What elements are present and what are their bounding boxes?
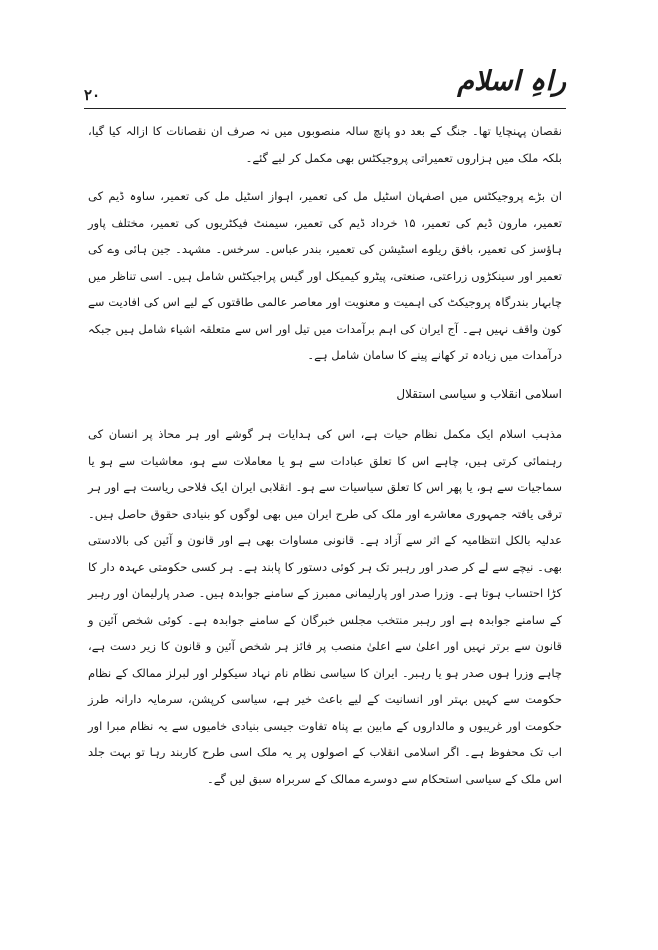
page-header: [84, 66, 566, 106]
paragraph-2: ان بڑے پروجیکٹس میں اصفہان اسٹیل مل کی تعمیر، اہواز اسٹیل مل کی تعمیر، ساوہ ڈیم کی تعمیر، مارون ڈیم کی تعمیر، ۱۵ خرداد ڈیم کی تعمیر، سیمنٹ فیکٹریوں کی تعمیر، مختلف پاور ہاؤسز کی تعمیر، بافق ریلوے اسٹیشن کی تعمیر، بندر عباس۔ سرخس۔ مشہد۔ جین ہائی وے کی تعمیر اور سینکڑوں زراعتی، صنعتی، پیٹرو کیمیکل اور گیس پراجیکٹس شامل ہیں۔ اسی تناظر میں چابہار بندرگاہ پروجیکٹ کی اہمیت و معنویت اور معاصر عالمی طاقتوں کے لیے اس کی افادیت سے کون واقف نہیں ہے۔ آج ایران کی اہم برآمدات میں تیل اور اس سے متعلقہ اشیاء شامل ہیں جبکہ درآمدات میں زیادہ تر کھانے پینے کا سامان شامل ہے۔: [88, 189, 562, 362]
journal-title: راہِ اسلام: [457, 66, 566, 97]
section-heading: اسلامی انقلاب و سیاسی استقلال: [396, 386, 562, 401]
header-rule: [84, 108, 566, 109]
page-number: ۲۰: [84, 86, 101, 104]
paragraph-1: نقصان پہنچایا تھا۔ جنگ کے بعد دو پانچ سالہ منصوبوں میں نہ صرف ان نقصانات کا ازالہ کیا گیا، بلکہ ملک میں ہزاروں تعمیراتی پروجیکٹس بھی مکمل کر لیے گئے۔: [88, 124, 562, 165]
section-paragraph: مذہب اسلام ایک مکمل نظام حیات ہے، اس کی ہدایات ہر گوشے اور ہر محاذ پر انسان کی رہنمائی کرتی ہیں، چاہے اس کا تعلق عبادات سے ہو یا معاملات سے ہو، معاشیات سے ہو یا سماجیات سے ہو، یا پھر اس کا تعلق سیاسیات سے ہو۔ انقلابی ایران ایک فلاحی ریاست ہے اور ہر ترقی یافتہ جمہوری معاشرے اور ملک کی طرح ایران میں بھی لوگوں کو بنیادی حقوق حاصل ہیں۔ عدلیہ بالکل انتظامیہ کے اثر سے آزاد ہے۔ قانونی مساوات بھی ہے اور قانون و آئین کی بالادستی بھی۔ نیچے سے لے کر صدر اور رہبر تک ہر کوئی دستور کا پابند ہے۔ ہر کسی حکومتی عہدہ دار کا کڑا احتساب ہوتا ہے۔ وزرا صدر اور پارلیمانی ممبرز کے سامنے جوابدہ ہیں۔ صدر پارلیمان اور رہبر کے سامنے جوابدہ ہے اور رہبر منتخب مجلس خبرگان کے سامنے جوابدہ ہے۔ کوئی شخص آئین و قانون سے برتر نہیں اور اعلیٰ سے اعلیٰ منصب پر فائز ہر شخص آئین و قانون کا زیر دست ہے، چاہے وزرا ہوں صدر ہو یا رہبر۔ ایران کا سیاسی نظام نام نہاد سیکولر اور لبرلز ممالک کے نظام حکومت سے کہیں بہتر اور انسانیت کے لیے باعث خیر ہے، سیاسی کرپشن، سرمایہ دارانہ طرز حکومت اور غریبوں و مالداروں کے مابین بے پناہ تفاوت جیسی بنیادی خامیوں سے یہ نظام مبرا اور اب تک محفوظ ہے۔ اگر اسلامی انقلاب کے اصولوں پر یہ ملک اسی طرح کاربند رہا تو بہت جلد اس ملک کے سیاسی استحکام سے دوسرے ممالک کے سربراہ سبق لیں گے۔: [88, 427, 562, 786]
article-body: [88, 118, 562, 804]
